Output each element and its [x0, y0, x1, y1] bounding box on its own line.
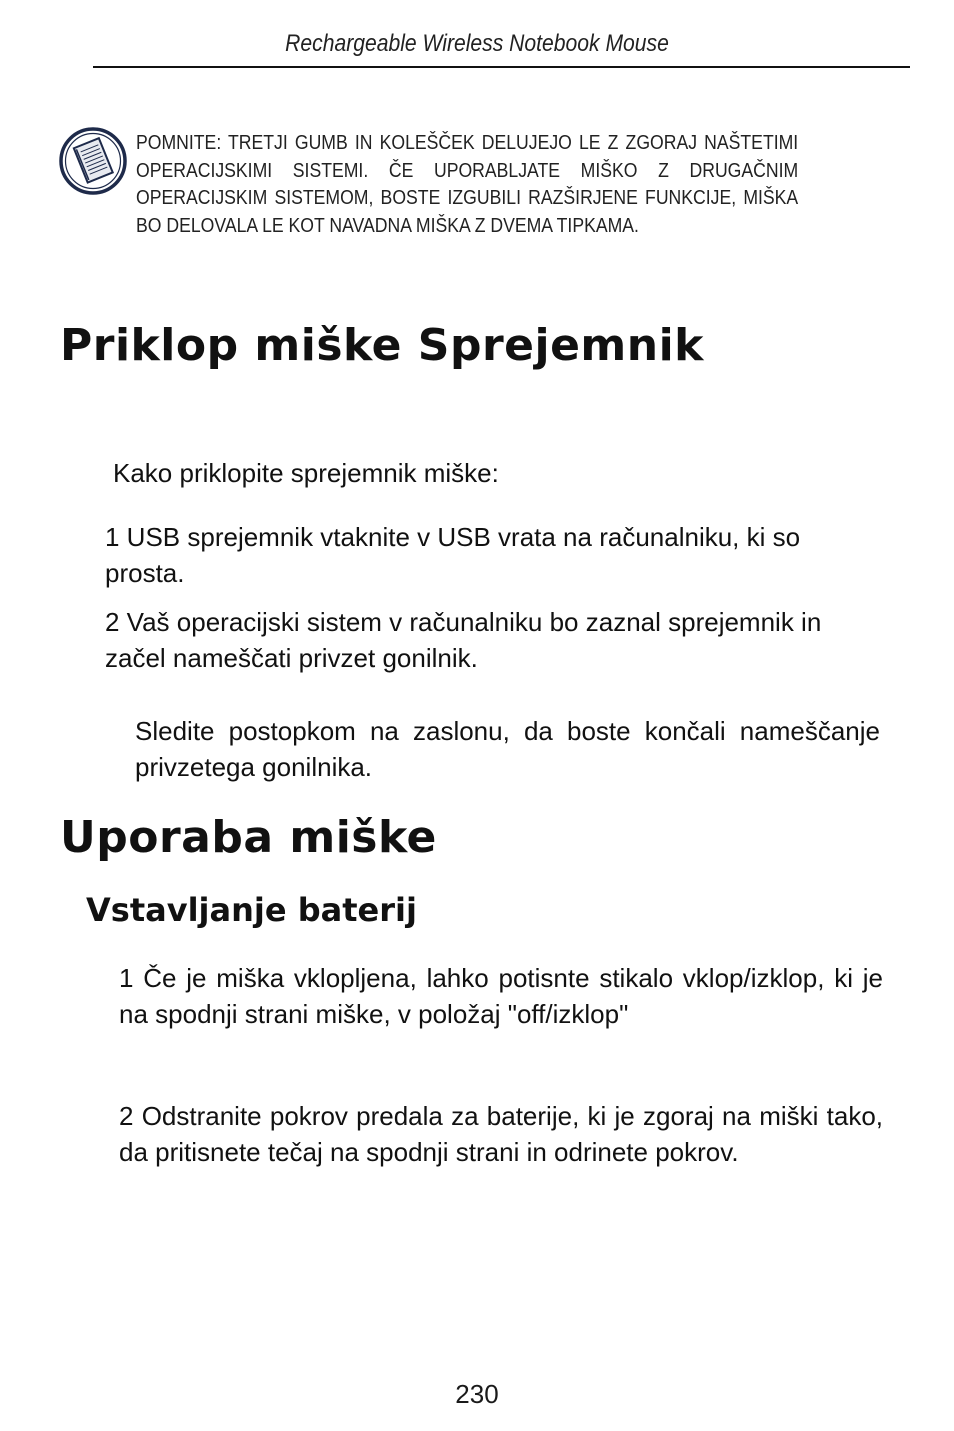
receiver-step-2: 2 Vaš operacijski sistem v računalniku bo zaznal sprejemnik in začel nameščati privzet gonilnik. [105, 607, 822, 673]
battery-step-1: 1 Če je miška vklopljena, lahko potisnte stikalo vklop/izklop, ki je na spodnji strani miške, v položaj "off/izklop" [119, 963, 883, 1029]
section-heading-usage: Uporaba miške [60, 812, 437, 863]
section-heading-receiver: Priklop miške Sprejemnik [60, 320, 704, 371]
running-header: Rechargeable Wireless Notebook Mouse [285, 30, 669, 57]
note-text: POMNITE: TRETJI GUMB IN KOLEŠČEK DELUJEJO LE Z ZGORAJ NAŠTETIMI OPERACIJSKIMI SISTEMI. ČE UPORABLJATE MIŠKO Z DRUGAČNIM OPERACIJSKIM SISTEMOM, BOSTE IZGUBILI RAZŠIRJENE FUNKCIJE, MIŠKA BO DELOVALA LE KOT NAVADNA MIŠKA Z DVEMA TIPKAMA. [136, 131, 799, 237]
receiver-step-1: 1 USB sprejemnik vtaknite v USB vrata na računalniku, ki so prosta. [105, 522, 801, 588]
note-book-icon [58, 126, 128, 196]
header-divider [93, 66, 910, 68]
page-number: 230 [455, 1379, 499, 1409]
intro-text: Kako priklopite sprejemnik miške: [113, 458, 499, 488]
battery-step-2: 2 Odstranite pokrov predala za baterije, ki je zgoraj na miški tako, da pritisnete tečaj na spodnji strani in odrinete pokrov. [119, 1101, 883, 1167]
follow-instructions: Sledite postopkom na zaslonu, da boste končali nameščanje privzetega gonilnika. [135, 716, 880, 782]
subheading-batteries: Vstavljanje baterij [86, 891, 417, 929]
